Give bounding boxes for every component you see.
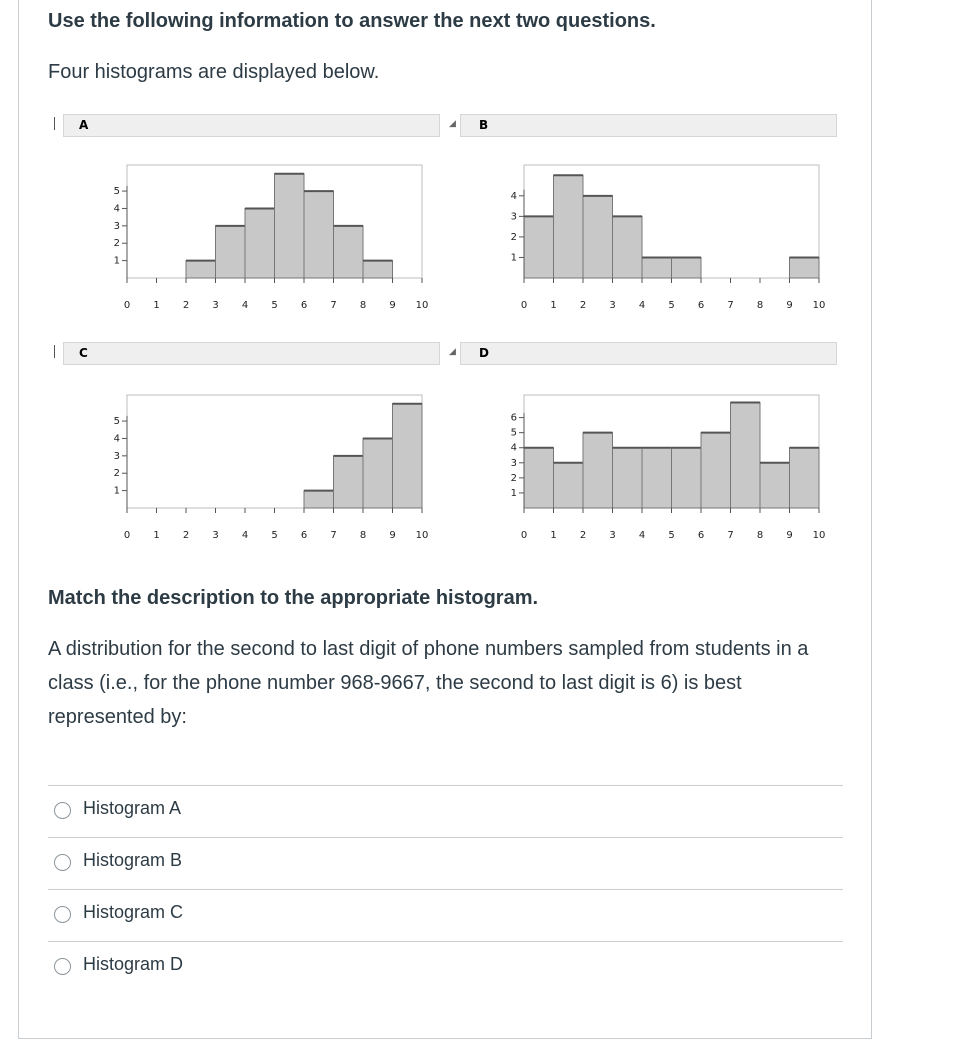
x-tick-label: 10 (415, 300, 429, 311)
histogram-bar (613, 216, 643, 278)
y-tick-label: 4 (510, 442, 517, 454)
histogram-bar (524, 216, 554, 278)
x-tick-label: 6 (300, 530, 308, 541)
histogram-bar (583, 196, 613, 278)
y-tick-label: 5 (510, 427, 517, 439)
panel-header-a (63, 114, 440, 137)
x-tick-label: 8 (756, 300, 764, 311)
y-tick-label: 2 (113, 238, 120, 250)
histogram-bar (642, 257, 672, 278)
histogram-bar (363, 261, 393, 278)
y-tick-label: 2 (113, 468, 120, 480)
panel-header-d (460, 342, 837, 365)
x-tick-label: 3 (212, 530, 219, 541)
answer-label[interactable]: Histogram D (83, 954, 184, 974)
x-tick-label: 4 (638, 300, 646, 311)
x-tick-label: 7 (330, 530, 337, 541)
panel-label-c: C (79, 346, 88, 360)
x-tick-label: 8 (359, 300, 367, 311)
panel-header-b (460, 114, 837, 137)
x-tick-label: 3 (609, 300, 616, 311)
x-tick-label: 4 (241, 530, 249, 541)
question-text: A distribution for the second to last digit of phone numbers sampled from students in a class (i.e., for the phone number 968-9667, the second to last digit is 6) is best represented by: (48, 638, 809, 728)
x-tick-label: 9 (389, 530, 396, 541)
x-tick-label: 10 (812, 300, 826, 311)
x-tick-label: 2 (182, 530, 190, 541)
histogram-bar (554, 463, 584, 508)
histogram-bar (363, 438, 393, 508)
y-tick-label: 1 (510, 487, 517, 499)
panel-label-d: D (479, 346, 489, 360)
x-tick-label: 5 (271, 300, 278, 311)
histogram-bar (216, 226, 246, 278)
histogram-bar (245, 208, 275, 278)
x-tick-label: 9 (389, 300, 396, 311)
histogram-bar (524, 448, 554, 508)
histogram-bar (790, 257, 820, 278)
y-tick-label: 1 (113, 485, 120, 497)
x-tick-label: 10 (415, 530, 429, 541)
histogram-a (100, 160, 440, 320)
histogram-bar (275, 174, 305, 278)
y-tick-label: 1 (113, 255, 120, 267)
answer-label[interactable]: Histogram B (83, 850, 183, 870)
x-tick-label: 9 (786, 530, 793, 541)
y-tick-label: 4 (113, 203, 120, 215)
histogram-bar (760, 463, 790, 508)
y-tick-label: 3 (510, 457, 517, 469)
histogram-bar (186, 261, 216, 278)
x-tick-label: 3 (609, 530, 616, 541)
answer-option-c[interactable] (48, 889, 843, 941)
x-tick-label: 4 (638, 530, 646, 541)
instruction-text: Use the following information to answer the next two questions. (48, 10, 656, 32)
histogram-bar (334, 456, 364, 508)
panel-a-marker (54, 117, 55, 130)
histogram-bar (731, 403, 761, 508)
x-tick-label: 7 (727, 300, 734, 311)
x-tick-label: 5 (271, 530, 278, 541)
histogram-bar (304, 191, 334, 278)
panel-label-b: B (479, 118, 489, 132)
x-tick-label: 6 (697, 530, 705, 541)
answer-list (48, 785, 843, 993)
panel-header-c (63, 342, 440, 365)
histogram-c (100, 390, 440, 550)
x-tick-label: 1 (153, 530, 160, 541)
histogram-bar (334, 226, 364, 278)
x-tick-label: 2 (579, 530, 587, 541)
panel-label-a: A (79, 118, 89, 132)
answer-label[interactable]: Histogram C (83, 902, 184, 922)
x-tick-label: 5 (668, 300, 675, 311)
collapse-triangle-icon: ◢ (449, 118, 456, 128)
answer-option-d[interactable] (48, 941, 843, 993)
x-tick-label: 2 (579, 300, 587, 311)
histogram-bar (304, 491, 334, 508)
y-tick-label: 1 (510, 252, 517, 264)
x-tick-label: 0 (123, 530, 131, 541)
panel-c-marker (54, 345, 55, 358)
y-tick-label: 5 (113, 416, 120, 428)
intro-text: Four histograms are displayed below. (48, 61, 380, 83)
y-tick-label: 2 (510, 472, 517, 484)
x-tick-label: 6 (300, 300, 308, 311)
x-tick-label: 4 (241, 300, 249, 311)
x-tick-label: 9 (786, 300, 793, 311)
histogram-bar (790, 448, 820, 508)
answer-label[interactable]: Histogram A (83, 798, 182, 818)
histogram-d (497, 390, 837, 550)
x-tick-label: 2 (182, 300, 190, 311)
y-tick-label: 5 (113, 186, 120, 198)
histogram-bar (701, 433, 731, 508)
histogram-bar (672, 448, 702, 508)
collapse-triangle-icon: ◢ (449, 346, 456, 356)
y-tick-label: 2 (510, 231, 517, 243)
answer-option-b[interactable] (48, 837, 843, 889)
x-tick-label: 8 (756, 530, 764, 541)
y-tick-label: 6 (510, 412, 517, 424)
x-tick-label: 6 (697, 300, 705, 311)
histogram-bar (672, 257, 702, 278)
x-tick-label: 10 (812, 530, 826, 541)
x-tick-label: 7 (330, 300, 337, 311)
radio-button[interactable] (54, 958, 71, 975)
match-title: Match the description to the appropriate histogram. (48, 587, 539, 609)
x-tick-label: 0 (123, 300, 131, 311)
y-tick-label: 4 (510, 190, 517, 202)
y-tick-label: 3 (113, 450, 120, 462)
answer-option-a[interactable] (48, 785, 843, 837)
x-tick-label: 0 (520, 530, 528, 541)
histogram-bar (554, 175, 584, 278)
y-tick-label: 3 (113, 220, 120, 232)
x-tick-label: 1 (550, 300, 557, 311)
radio-button[interactable] (54, 854, 71, 871)
x-tick-label: 7 (727, 530, 734, 541)
histogram-bar (583, 433, 613, 508)
histogram-bar (393, 404, 423, 508)
histogram-bar (613, 448, 643, 508)
x-tick-label: 3 (212, 300, 219, 311)
radio-button[interactable] (54, 906, 71, 923)
histogram-bar (642, 448, 672, 508)
x-tick-label: 8 (359, 530, 367, 541)
x-tick-label: 1 (550, 530, 557, 541)
y-tick-label: 4 (113, 433, 120, 445)
x-tick-label: 5 (668, 530, 675, 541)
y-tick-label: 3 (510, 211, 517, 223)
radio-button[interactable] (54, 802, 71, 819)
x-tick-label: 0 (520, 300, 528, 311)
histogram-b (497, 160, 837, 320)
x-tick-label: 1 (153, 300, 160, 311)
